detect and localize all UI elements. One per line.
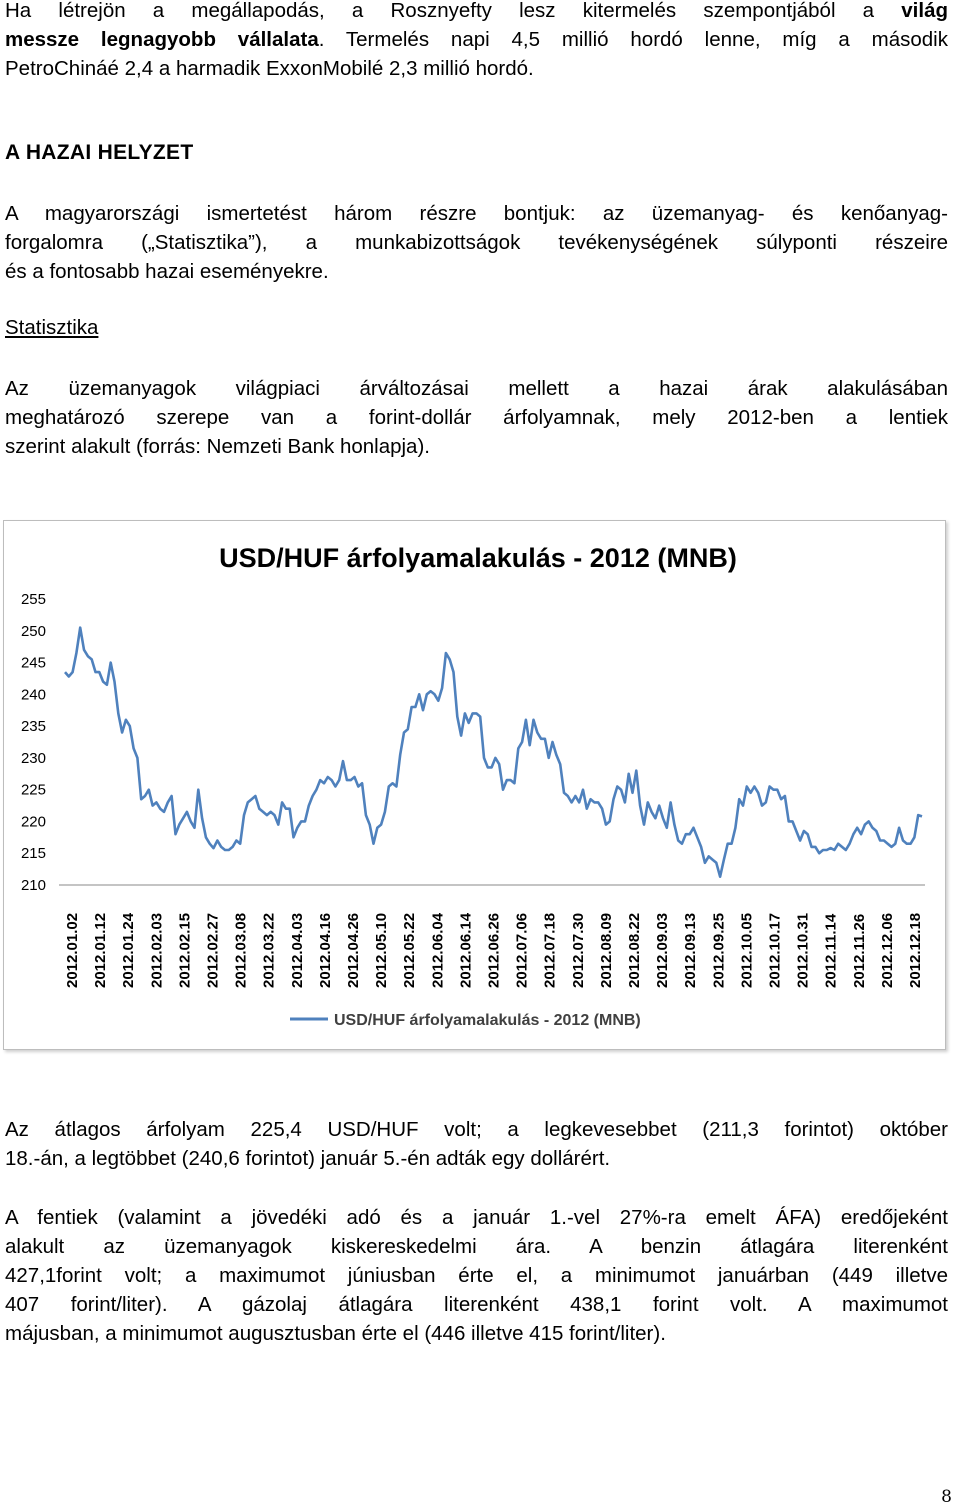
x-tick-label: 2012.01.24 xyxy=(120,912,138,988)
x-tick-label: 2012.03.08 xyxy=(232,912,250,988)
chart-legend xyxy=(290,1012,641,1029)
section-intro-line2: forgalomra („Statisztika”), a munkabizottságok tevékenységének súlyponti részeire xyxy=(5,231,948,254)
summary2-line1: A fentiek (valamint a jövedéki adó és a január 1.-vel 27%-ra emelt ÁFA) eredőjeként xyxy=(5,1206,948,1229)
intro-line1-bold: világ xyxy=(901,0,948,22)
x-tick-label: 2012.05.22 xyxy=(401,912,419,988)
statistics-intro-paragraph xyxy=(5,374,948,461)
intro-line2: . Termelés napi 4,5 millió hordó lenne, míg a második xyxy=(318,28,948,51)
intro-line2-bold: messze legnagyobb vállalata xyxy=(5,28,319,51)
x-tick-label: 2012.01.12 xyxy=(92,912,110,988)
x-tick-label: 2012.08.22 xyxy=(626,912,643,988)
y-tick-label: 230 xyxy=(20,749,46,767)
x-tick-label: 2012.07.18 xyxy=(541,912,559,988)
x-tick-label: 2012.05.10 xyxy=(373,912,391,988)
y-tick-label: 215 xyxy=(20,845,46,863)
intro-line1: Ha létrejön a megállapodás, a Rosznyefty lesz kitermelés szempontjából a xyxy=(5,0,902,22)
x-tick-label: 2012.10.17 xyxy=(766,912,784,988)
x-tick-label: 2012.09.25 xyxy=(710,912,728,988)
summary2-line3: 427,1forint volt; a maximumot júniusban érte el, a minimumot januárban (449 illetve xyxy=(5,1264,948,1287)
statistics-heading: Statisztika xyxy=(5,316,99,339)
x-tick-label: 2012.02.03 xyxy=(148,912,166,988)
x-tick-label: 2012.01.02 xyxy=(64,912,81,988)
x-tick-label: 2012.11.26 xyxy=(850,913,868,988)
summary-paragraph-1 xyxy=(5,1115,948,1173)
statistics-intro-line1: Az üzemanyagok világpiaci árváltozásai mellett a hazai árak alakulásában xyxy=(5,377,948,400)
statistics-intro-line3: szerint alakult (forrás: Nemzeti Bank honlapja). xyxy=(5,435,430,458)
x-tick-label: 2012.04.03 xyxy=(288,912,306,988)
summary2-line5: májusban, a minimumot augusztusban érte el (446 illetve 415 forint/liter). xyxy=(5,1322,666,1345)
x-tick-label: 2012.11.14 xyxy=(822,913,840,988)
legend-label: USD/HUF árfolyamalakulás - 2012 (MNB) xyxy=(334,1012,641,1029)
x-tick-label: 2012.10.31 xyxy=(794,912,812,988)
summary1-line2: 18.-án, a legtöbbet (240,6 forintot) január 5.-én adták egy dollárért. xyxy=(5,1147,611,1170)
y-tick-label: 250 xyxy=(20,622,46,640)
x-tick-label: 2012.09.03 xyxy=(654,912,672,988)
y-tick-label: 225 xyxy=(20,781,46,799)
y-tick-label: 210 xyxy=(20,877,46,894)
summary2-line2: alakult az üzemanyagok kiskereskedelmi ára. A benzin átlagára literenként xyxy=(5,1235,948,1258)
y-tick-label: 255 xyxy=(20,591,46,608)
x-tick-label: 2012.12.06 xyxy=(878,912,896,988)
exchange-rate-chart xyxy=(3,520,946,1050)
summary2-line4: 407 forint/liter). A gázolaj átlagára literenként 438,1 forint volt. A maximumot xyxy=(5,1293,948,1316)
x-tick-label: 2012.04.16 xyxy=(316,912,334,988)
series-line xyxy=(65,628,922,877)
x-tick-label: 2012.08.09 xyxy=(597,912,615,988)
x-tick-label: 2012.02.27 xyxy=(204,912,222,988)
summary1-line1: Az átlagos árfolyam 225,4 USD/HUF volt; a legkevesebbet (211,3 forintot) október xyxy=(5,1118,948,1141)
x-tick-label: 2012.09.13 xyxy=(682,912,700,988)
x-tick-label: 2012.03.22 xyxy=(260,912,278,988)
x-tick-label: 2012.06.14 xyxy=(457,912,475,988)
chart-canvas xyxy=(4,521,945,1049)
y-axis xyxy=(21,591,46,894)
x-tick-label: 2012.04.26 xyxy=(345,912,362,988)
x-tick-label: 2012.07.30 xyxy=(569,912,587,988)
y-tick-label: 240 xyxy=(20,686,46,704)
chart-title: USD/HUF árfolyamalakulás - 2012 (MNB) xyxy=(219,543,737,573)
intro-line3: PetroChináé 2,4 a harmadik ExxonMobilé 2,3 millió hordó. xyxy=(5,57,534,80)
y-tick-label: 245 xyxy=(20,654,46,672)
intro-paragraph xyxy=(5,0,948,83)
x-tick-label: 2012.12.18 xyxy=(907,912,924,988)
x-tick-label: 2012.06.04 xyxy=(429,912,447,988)
x-tick-label: 2012.10.05 xyxy=(738,912,756,988)
y-tick-label: 235 xyxy=(20,718,46,736)
section-intro-paragraph xyxy=(5,199,948,286)
y-tick-label: 220 xyxy=(20,813,46,831)
section-intro-line3: és a fontosabb hazai eseményekre. xyxy=(5,260,329,283)
x-axis xyxy=(64,912,924,988)
x-tick-label: 2012.02.15 xyxy=(176,912,194,988)
x-tick-label: 2012.06.26 xyxy=(485,912,503,988)
page-number: 8 xyxy=(941,1487,952,1507)
section-title: A HAZAI HELYZET xyxy=(5,141,194,164)
x-tick-label: 2012.07.06 xyxy=(513,912,531,988)
summary-paragraph-2 xyxy=(5,1203,948,1348)
section-intro-line1: A magyarországi ismertetést három részre bontjuk: az üzemanyag- és kenőanyag- xyxy=(5,202,948,225)
statistics-intro-line2: meghatározó szerepe van a forint-dollár árfolyamnak, mely 2012-ben a lentiek xyxy=(5,406,948,429)
